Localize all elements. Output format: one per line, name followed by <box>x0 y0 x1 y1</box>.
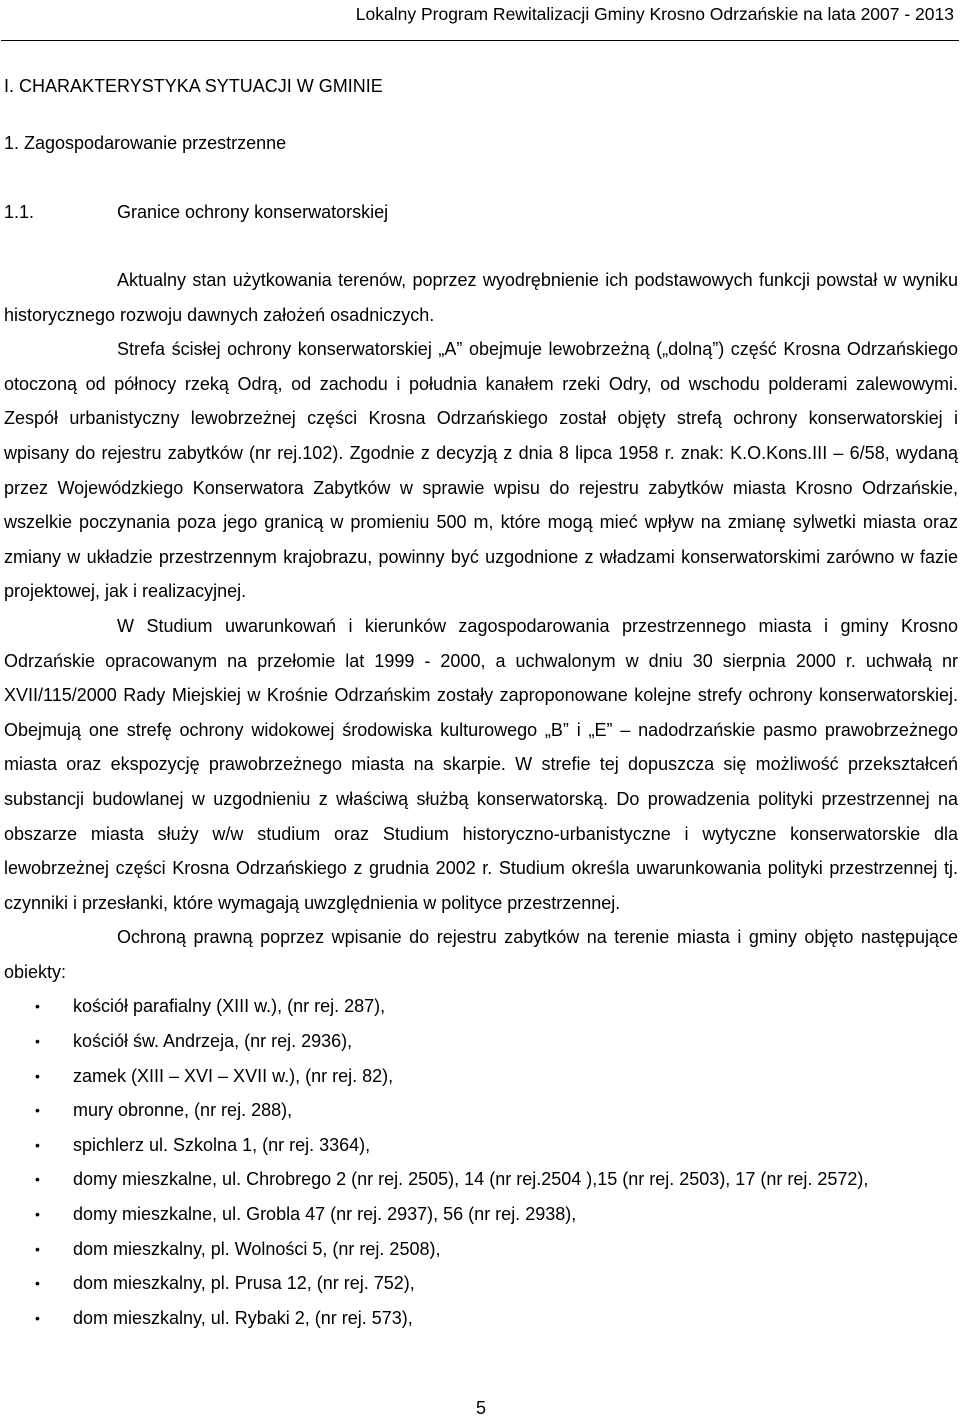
bullet-icon: • <box>35 998 40 1015</box>
list-item: • mury obronne, (nr rej. 288), <box>4 1093 958 1128</box>
body-content <box>4 263 958 1335</box>
bullet-icon: • <box>35 1309 40 1326</box>
list-item: • zamek (XIII – XVI – XVII w.), (nr rej. 82), <box>4 1059 958 1094</box>
subsubsection-title: Granice ochrony konserwatorskiej <box>117 202 389 222</box>
page-number: 5 <box>475 1398 486 1418</box>
list-item: • domy mieszkalne, ul. Chrobrego 2 (nr rej. 2505), 14 (nr rej.2504 ),15 (nr rej. 2503), 17 (nr rej. 2572), <box>4 1162 958 1197</box>
bullet-icon: • <box>35 1240 40 1257</box>
subsection-title: 1. Zagospodarowanie przestrzenne <box>4 133 287 153</box>
list-item: • dom mieszkalny, ul. Rybaki 2, (nr rej. 573), <box>4 1301 958 1336</box>
subsubsection-heading <box>4 202 388 222</box>
bullet-icon: • <box>35 1033 40 1050</box>
subsubsection-number: 1.1. <box>4 202 35 222</box>
bullet-icon: • <box>35 1206 40 1223</box>
header-divider <box>1 40 959 41</box>
bullet-icon: • <box>35 1136 40 1153</box>
running-header: Lokalny Program Rewitalizacji Gminy Krosno Odrzańskie na lata 2007 - 2013 <box>355 4 954 24</box>
list-item: • spichlerz ul. Szkolna 1, (nr rej. 3364), <box>4 1128 958 1163</box>
list-item: • dom mieszkalny, pl. Prusa 12, (nr rej. 752), <box>4 1266 958 1301</box>
bullet-icon: • <box>35 1275 40 1292</box>
bullet-icon: • <box>35 1102 40 1119</box>
bullet-icon: • <box>35 1171 40 1188</box>
protected-objects-list <box>4 989 958 1335</box>
paragraph-zone-a: Strefa ścisłej ochrony konserwatorskiej „A” obejmuje lewobrzeżną („dolną”) część Krosna Odrzańskiego otoczoną od północy rzeką Odrą, od zachodu i południa kanałem rzeki Odry, od wschodu polderami zalewowymi. Zespół urbanistyczny lewobrzeżnej części Krosna Odrzańskiego został objęty strefą ochrony konserwatorskiej i wpisany do rejestru zabytków (nr rej.102). Zgodnie z decyzją z dnia 8 lipca 1958 r. znak: K.O.Kons.III – 6/58, wydaną przez Wojewódzkiego Konserwatora Zabytków w sprawie wpisu do rejestru zabytków miasta Krosno Odrzańskie, wszelkie poczynania poza jego granicą w promieniu 500 m, które mogą mieć wpływ na zmianę sylwetki miasta oraz zmiany w układzie przestrzennym krajobrazu, powinny być uzgodnione z władzami konserwatorskimi zarówno w fazie projektowej, jak i realizacyjnej. <box>4 339 958 602</box>
chapter-title: I. CHARAKTERYSTYKA SYTUACJI W GMINIE <box>4 76 383 96</box>
bullet-icon: • <box>35 1067 40 1084</box>
paragraph-land-use: Aktualny stan użytkowania terenów, poprzez wyodrębnienie ich podstawowych funkcji powstał w wyniku historycznego rozwoju dawnych założeń osadniczych. <box>4 270 958 325</box>
list-item: • dom mieszkalny, pl. Wolności 5, (nr rej. 2508), <box>4 1232 958 1267</box>
list-item: • domy mieszkalne, ul. Grobla 47 (nr rej. 2937), 56 (nr rej. 2938), <box>4 1197 958 1232</box>
paragraph-legal-protection: Ochroną prawną poprzez wpisanie do rejestru zabytków na terenie miasta i gminy objęto następujące obiekty: <box>4 927 958 982</box>
list-item: • kościół parafialny (XIII w.), (nr rej. 287), <box>4 989 958 1024</box>
list-item: • kościół św. Andrzeja, (nr rej. 2936), <box>4 1024 958 1059</box>
paragraph-study: W Studium uwarunkowań i kierunków zagospodarowania przestrzennego miasta i gminy Krosno Odrzańskie opracowanym na przełomie lat 1999 - 2000, a uchwalonym w dniu 30 sierpnia 2000 r. uchwałą nr XVII/115/2000 Rady Miejskiej w Krośnie Odrzańskim zostały zaproponowane kolejne strefy ochrony konserwatorskiej. Obejmują one strefę ochrony widokowej środowiska kulturowego „B” i „E” – nadodrzańskie pasmo prawobrzeżnego miasta oraz ekspozycję prawobrzeżnego miasta na skarpie. W strefie tej dopuszcza się możliwość przekształceń substancji budowlanej w uzgodnieniu z właściwą służbą konserwatorską. Do prowadzenia polityki przestrzennej na obszarze miasta służy w/w studium oraz Studium historyczno-urbanistyczne i wytyczne konserwatorskie dla lewobrzeżnej części Krosna Odrzańskiego z grudnia 2002 r. Studium określa uwarunkowania polityki przestrzennej tj. czynniki i przesłanki, które wymagają uwzględnienia w polityce przestrzennej. <box>4 615 958 913</box>
